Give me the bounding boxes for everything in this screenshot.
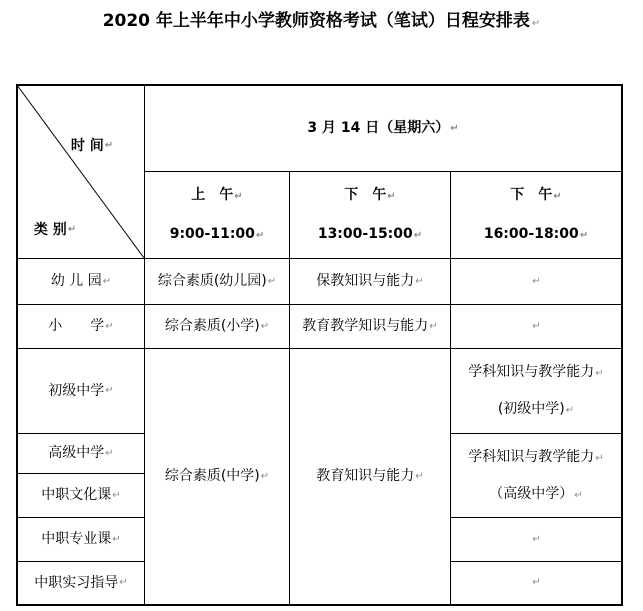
category-vocational-practice: 中职实习指导 ↵ xyxy=(34,574,128,591)
cell-primary-session1: 综合素质(小学) ↵ xyxy=(164,318,270,335)
category-primary: 小 学 ↵ xyxy=(48,318,114,335)
session-header-3: 下 午↵ 16:00-18:00↵ xyxy=(483,187,589,242)
table-border-right xyxy=(621,84,623,606)
cell-primary-session2: 教育教学知识与能力 ↵ xyxy=(302,318,438,335)
cell-junior-session3: 学科知识与教学能力↵ (初级中学)↵ xyxy=(468,364,604,417)
table-border-bottom xyxy=(16,604,623,606)
category-vocational-specialty: 中职专业课 ↵ xyxy=(41,531,121,548)
category-senior-middle: 高级中学 ↵ xyxy=(48,445,114,462)
cell-kindergarten-session3: ↵ xyxy=(532,275,541,287)
corner-category-label: 类 别 ↵ xyxy=(33,221,77,238)
session-header-2: 下 午↵ 13:00-15:00↵ xyxy=(317,187,423,242)
date-header: 3 月 14 日（星期六） ↵ xyxy=(307,120,459,137)
cell-middle-session2: 教育知识与能力 ↵ xyxy=(316,468,424,485)
cell-senior-vocational-culture-session3: 学科知识与教学能力↵ （高级中学）↵ xyxy=(468,448,604,502)
title-text: 2020 年上半年中小学教师资格考试（笔试）日程安排表 xyxy=(102,11,530,31)
paragraph-mark: ↵ xyxy=(531,18,541,29)
corner-time-label: 时 间 ↵ xyxy=(70,137,114,154)
cell-middle-session1: 综合素质(中学) ↵ xyxy=(164,468,270,485)
category-vocational-culture: 中职文化课 ↵ xyxy=(41,487,121,504)
cell-primary-session3: ↵ xyxy=(532,320,541,332)
cell-kindergarten-session2: 保教知识与能力 ↵ xyxy=(316,273,424,290)
category-kindergarten: 幼 儿 园 ↵ xyxy=(50,273,112,290)
category-junior-middle: 初级中学 ↵ xyxy=(48,382,114,399)
cell-kindergarten-session1: 综合素质(幼儿园) ↵ xyxy=(157,273,277,290)
session-header-1: 上 午↵ 9:00-11:00↵ xyxy=(169,187,265,242)
cell-vocational-specialty-session3: ↵ xyxy=(532,533,541,545)
cell-vocational-practice-session3: ↵ xyxy=(532,577,541,588)
